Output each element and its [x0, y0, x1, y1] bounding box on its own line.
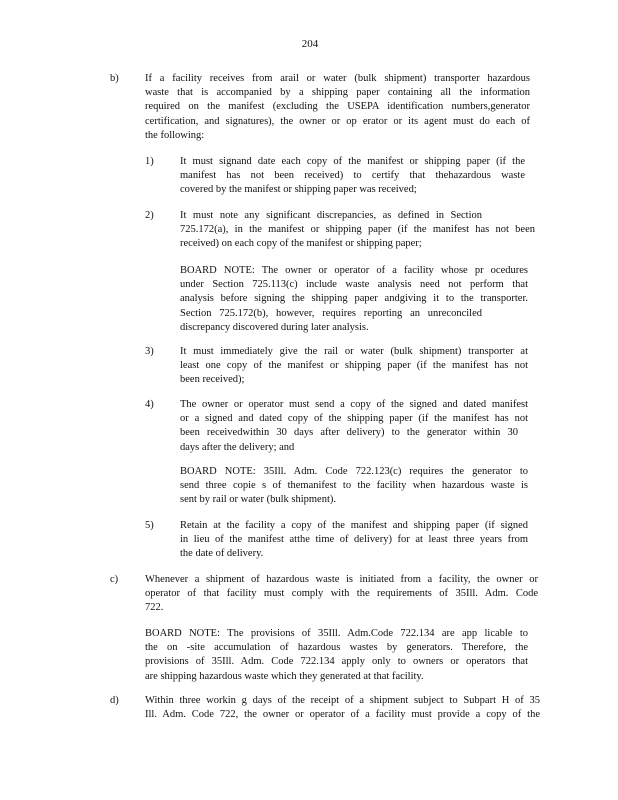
subparagraph-1 [145, 155, 525, 198]
text-line: It must note any significant discrepancies, as defined in Section [180, 210, 482, 221]
subparagraph-2 [145, 209, 535, 252]
board-note-text [145, 627, 528, 684]
paragraph-marker: d) [110, 695, 119, 706]
text-line: certification, and signatures), the owner or op erator or its agent must do each of [145, 115, 530, 127]
text-line: operator of that facility must comply with the requirements of 35Ill. Adm. Code [145, 588, 538, 600]
text-line: under Section 725.113(c) include waste analysis need not perform that [180, 279, 528, 291]
board-note-text [180, 465, 528, 508]
text-line: are shipping hazardous waste which they generated at that facility. [145, 670, 424, 682]
paragraph-text [145, 573, 538, 616]
text-line: BOARD NOTE: The provisions of 35Ill. Adm.Code 722.134 are app licable to [145, 628, 528, 639]
text-line: BOARD NOTE: The owner or operator of a facility whose pr ocedures [180, 265, 528, 276]
board-note-text [180, 264, 528, 335]
board-note [180, 264, 528, 335]
text-line: provisions of 35Ill. Adm. Code 722.134 apply only to owners or operators that [145, 656, 528, 668]
text-line: waste that is accompanied by a shipping paper containing all the information [145, 87, 530, 99]
text-line: in lieu of the manifest atthe time of delivery) for at least three years from [180, 534, 528, 546]
text-line: the date of delivery. [180, 548, 264, 560]
paragraph-marker: c) [110, 574, 119, 585]
text-line: the following: [145, 129, 205, 141]
subparagraph-text [180, 155, 525, 198]
text-line: The owner or operator must send a copy of the signed and dated manifest [180, 399, 528, 410]
subparagraph-4 [145, 398, 528, 455]
board-note [145, 627, 528, 684]
text-line: received) on each copy of the manifest or shipping paper; [180, 238, 422, 250]
text-line: days after the delivery; and [180, 441, 295, 453]
text-line: been received); [180, 374, 245, 386]
text-line: Retain at the facility a copy of the manifest and shipping paper (if signed [180, 520, 528, 531]
paragraph-c [110, 573, 538, 616]
board-note [180, 465, 528, 508]
text-line: the on -site accumulation of hazardous wastes by generators. Therefore, the [145, 642, 528, 654]
text-line: send three copie s of themanifest to the facility when hazardous waste is [180, 480, 528, 492]
subparagraph-text [180, 398, 528, 455]
subparagraph-text [180, 209, 535, 252]
paragraph-d [110, 694, 540, 722]
text-line: discrepancy discovered during later analysis. [180, 321, 369, 333]
subparagraph-text [180, 519, 528, 562]
text-line: Section 725.172(b), however, requires reporting an unreconciled [180, 307, 482, 319]
text-line: Whenever a shipment of hazardous waste is initiated from a facility, the owner or [145, 574, 538, 585]
text-line: or a signed and dated copy of the shipping paper (if the manifest has not [180, 413, 528, 425]
subparagraph-marker: 2) [145, 210, 154, 221]
subparagraph-marker: 4) [145, 399, 154, 410]
text-line: least one copy of the manifest or shipping paper (if the manifest has not [180, 360, 528, 372]
subparagraph-3 [145, 345, 528, 388]
subparagraph-marker: 1) [145, 156, 154, 167]
text-line: been receivedwithin 30 days after delivery) to the generator within 30 [180, 427, 518, 439]
subparagraph-marker: 5) [145, 520, 154, 531]
text-line: Ill. Adm. Code 722, the owner or operator of a facility must provide a copy of the [145, 709, 540, 721]
text-line: analysis before signing the shipping paper andgiving it to the transporter. [180, 293, 528, 305]
text-line: covered by the manifest or shipping paper was received; [180, 184, 417, 196]
text-line: manifest has not been received) to certify that thehazardous waste [180, 170, 525, 182]
text-line: It must signand date each copy of the manifest or shipping paper (if the [180, 156, 525, 167]
text-line: Within three workin g days of the receipt of a shipment subject to Subpart H of 35 [145, 695, 540, 706]
paragraph-marker: b) [110, 73, 119, 84]
text-line: It must immediately give the rail or water (bulk shipment) transporter at [180, 346, 528, 357]
text-line: If a facility receives from arail or water (bulk shipment) transporter hazardous [145, 73, 530, 84]
subparagraph-marker: 3) [145, 346, 154, 357]
text-line: 725.172(a), in the manifest or shipping paper (if the manifest has not been [180, 224, 535, 236]
paragraph-b [110, 72, 530, 143]
page-number: 204 [301, 38, 319, 50]
text-line: 722. [145, 602, 164, 614]
text-line: sent by rail or water (bulk shipment). [180, 494, 337, 506]
text-line: required on the manifest (excluding the USEPA identification numbers,generator [145, 101, 530, 113]
subparagraph-text [180, 345, 528, 388]
text-line: BOARD NOTE: 35Ill. Adm. Code 722.123(c) requires the generator to [180, 466, 528, 477]
paragraph-text [145, 72, 530, 143]
subparagraph-5 [145, 519, 528, 562]
paragraph-text [145, 694, 540, 722]
